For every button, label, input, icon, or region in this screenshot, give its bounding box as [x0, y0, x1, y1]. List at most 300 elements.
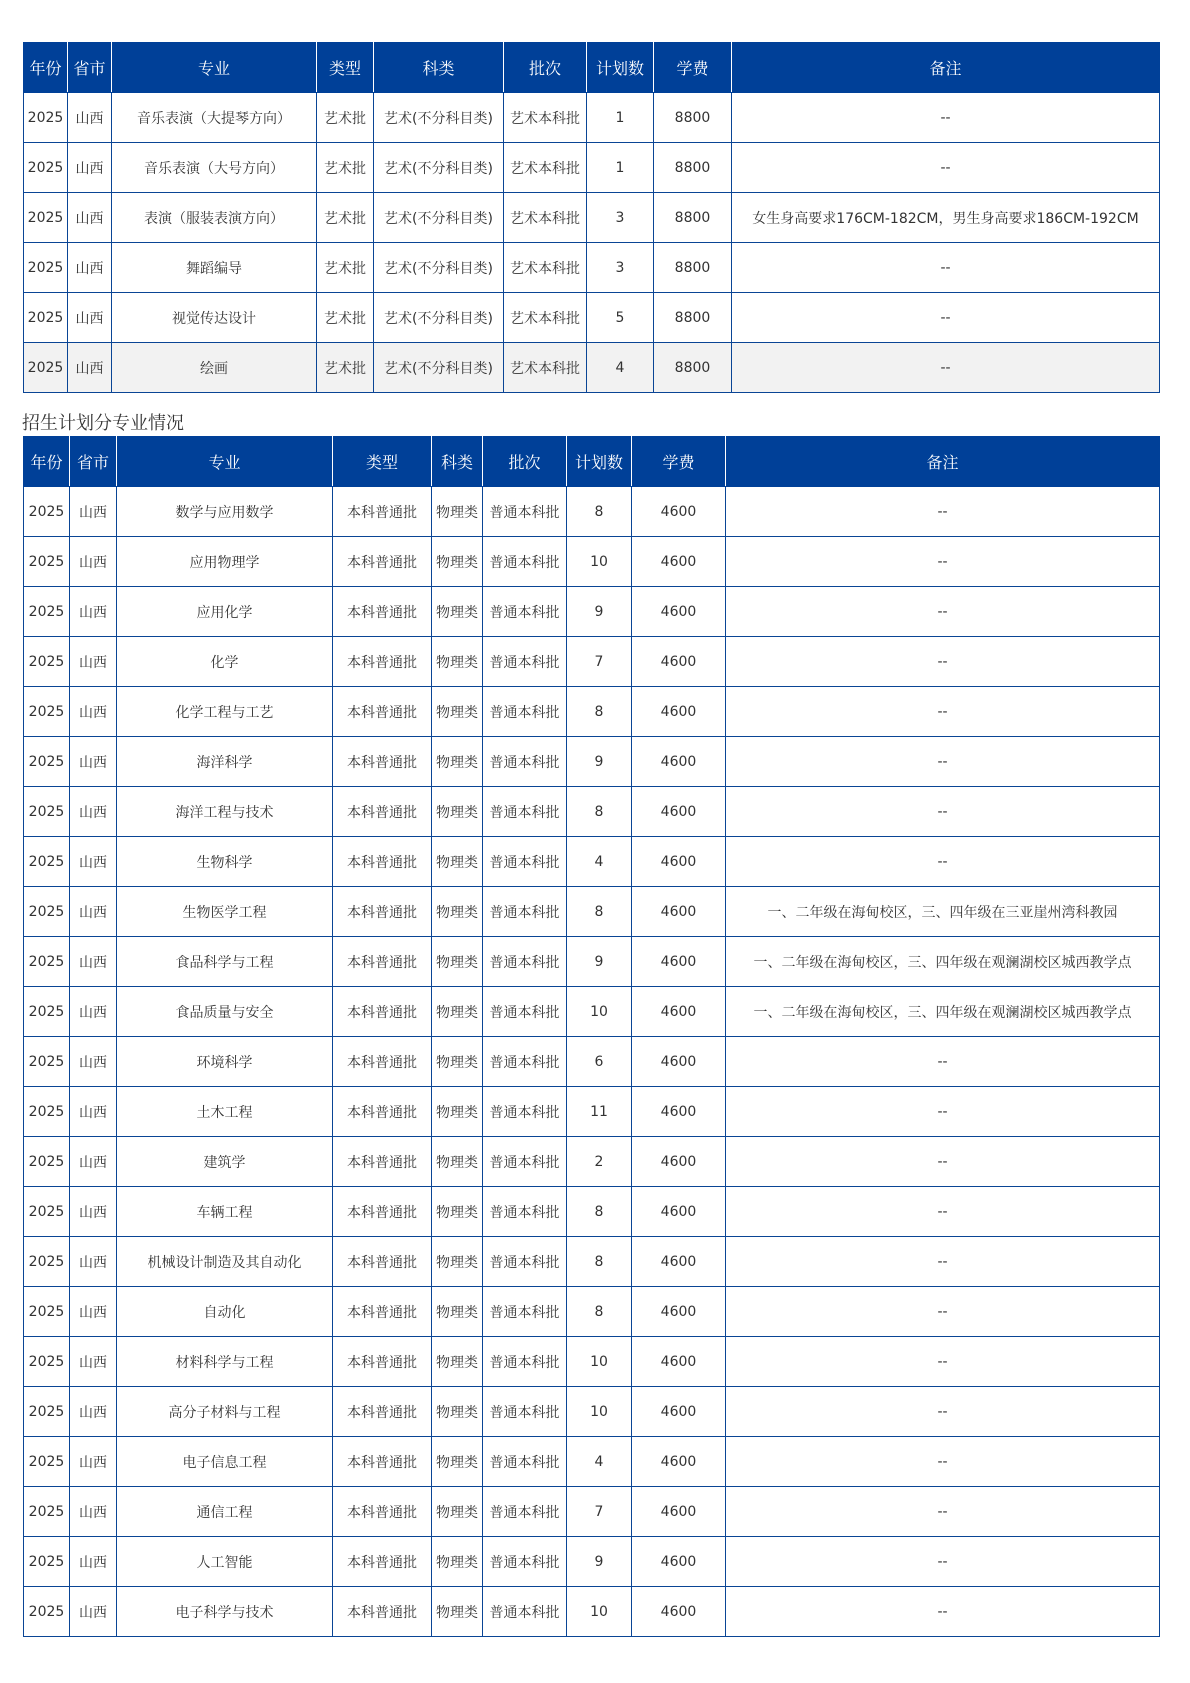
year-cell: 2025: [24, 1537, 70, 1587]
province-cell: 山西: [70, 1587, 117, 1637]
province-cell: 山西: [68, 293, 112, 343]
subject-cell: 艺术(不分科目类): [374, 343, 504, 393]
year-cell: 2025: [24, 487, 70, 537]
province-cell: 山西: [70, 1387, 117, 1437]
major-cell: 车辆工程: [117, 1187, 333, 1237]
batch-cell: 普通本科批: [483, 837, 567, 887]
batch-cell: 普通本科批: [483, 587, 567, 637]
year-cell: 2025: [24, 887, 70, 937]
batch-cell: 艺术本科批: [504, 343, 587, 393]
table-header-row: [24, 43, 1160, 93]
province-cell: 山西: [70, 837, 117, 887]
plan-count-cell: 2: [567, 1137, 632, 1187]
remarks-cell: --: [726, 737, 1160, 787]
subject-cell: 物理类: [432, 1287, 483, 1337]
major-cell: 化学工程与工艺: [117, 687, 333, 737]
tuition-cell: 4600: [632, 1537, 726, 1587]
year-cell: 2025: [24, 687, 70, 737]
type-cell: 本科普通批: [333, 637, 432, 687]
subject-cell: 艺术(不分科目类): [374, 143, 504, 193]
province-cell: 山西: [70, 1087, 117, 1137]
year-cell: 2025: [24, 1287, 70, 1337]
header-remarks: 备注: [732, 43, 1160, 93]
year-cell: 2025: [24, 787, 70, 837]
type-cell: 本科普通批: [333, 1237, 432, 1287]
tuition-cell: 4600: [632, 487, 726, 537]
remarks-cell: --: [726, 1237, 1160, 1287]
type-cell: 本科普通批: [333, 1337, 432, 1387]
remarks-cell: 女生身高要求176CM-182CM，男生身高要求186CM-192CM: [732, 193, 1160, 243]
remarks-cell: --: [732, 93, 1160, 143]
year-cell: 2025: [24, 143, 68, 193]
year-cell: 2025: [24, 1587, 70, 1637]
type-cell: 本科普通批: [333, 737, 432, 787]
type-cell: 本科普通批: [333, 1487, 432, 1537]
remarks-cell: --: [726, 1087, 1160, 1137]
tuition-cell: 4600: [632, 1187, 726, 1237]
type-cell: 艺术批: [317, 143, 374, 193]
subject-cell: 物理类: [432, 1537, 483, 1587]
plan-count-cell: 8: [567, 487, 632, 537]
batch-cell: 普通本科批: [483, 737, 567, 787]
tuition-cell: 4600: [632, 887, 726, 937]
major-cell: 舞蹈编导: [112, 243, 317, 293]
batch-cell: 艺术本科批: [504, 143, 587, 193]
plan-count-cell: 8: [567, 1187, 632, 1237]
type-cell: 本科普通批: [333, 1287, 432, 1337]
subject-cell: 物理类: [432, 687, 483, 737]
header-province: 省市: [68, 43, 112, 93]
remarks-cell: --: [732, 243, 1160, 293]
type-cell: 本科普通批: [333, 837, 432, 887]
province-cell: 山西: [70, 1287, 117, 1337]
subject-cell: 物理类: [432, 487, 483, 537]
plan-count-cell: 7: [567, 1487, 632, 1537]
tuition-cell: 4600: [632, 1287, 726, 1337]
table-row: [24, 243, 1160, 293]
type-cell: 本科普通批: [333, 1037, 432, 1087]
remarks-cell: --: [732, 143, 1160, 193]
tuition-cell: 4600: [632, 787, 726, 837]
tuition-cell: 4600: [632, 937, 726, 987]
header-major: 专业: [117, 437, 333, 487]
year-cell: 2025: [24, 1037, 70, 1087]
major-cell: 化学: [117, 637, 333, 687]
tuition-cell: 4600: [632, 1087, 726, 1137]
remarks-cell: --: [726, 1487, 1160, 1537]
year-cell: 2025: [24, 937, 70, 987]
section-title: 招生计划分专业情况: [22, 413, 184, 434]
type-cell: 本科普通批: [333, 1537, 432, 1587]
major-cell: 环境科学: [117, 1037, 333, 1087]
batch-cell: 普通本科批: [483, 1387, 567, 1437]
plan-count-cell: 8: [567, 887, 632, 937]
year-cell: 2025: [24, 837, 70, 887]
major-cell: 表演（服装表演方向）: [112, 193, 317, 243]
plan-count-cell: 8: [567, 687, 632, 737]
year-cell: 2025: [24, 1437, 70, 1487]
plan-count-cell: 9: [567, 937, 632, 987]
plan-count-cell: 11: [567, 1087, 632, 1137]
batch-cell: 普通本科批: [483, 887, 567, 937]
province-cell: 山西: [70, 1237, 117, 1287]
subject-cell: 物理类: [432, 537, 483, 587]
batch-cell: 普通本科批: [483, 1537, 567, 1587]
table-row: [24, 1037, 1160, 1087]
type-cell: 艺术批: [317, 193, 374, 243]
remarks-cell: --: [726, 1437, 1160, 1487]
province-cell: 山西: [70, 737, 117, 787]
remarks-cell: --: [726, 687, 1160, 737]
major-cell: 视觉传达设计: [112, 293, 317, 343]
plan-count-cell: 8: [567, 1287, 632, 1337]
header-plan-count: 计划数: [587, 43, 654, 93]
type-cell: 本科普通批: [333, 887, 432, 937]
subject-cell: 物理类: [432, 837, 483, 887]
major-cell: 音乐表演（大提琴方向）: [112, 93, 317, 143]
plan-count-cell: 4: [567, 837, 632, 887]
tuition-cell: 4600: [632, 987, 726, 1037]
type-cell: 本科普通批: [333, 587, 432, 637]
table-row: [24, 1437, 1160, 1487]
plan-count-cell: 4: [587, 343, 654, 393]
table-row: [24, 1287, 1160, 1337]
batch-cell: 普通本科批: [483, 987, 567, 1037]
type-cell: 艺术批: [317, 243, 374, 293]
major-cell: 应用物理学: [117, 537, 333, 587]
art-enrollment-table: [23, 42, 1160, 393]
subject-cell: 物理类: [432, 737, 483, 787]
header-remarks: 备注: [726, 437, 1160, 487]
year-cell: 2025: [24, 293, 68, 343]
batch-cell: 普通本科批: [483, 937, 567, 987]
batch-cell: 普通本科批: [483, 537, 567, 587]
plan-count-cell: 10: [567, 1587, 632, 1637]
table-row: [24, 193, 1160, 243]
type-cell: 本科普通批: [333, 787, 432, 837]
table-row: [24, 1137, 1160, 1187]
header-plan-count: 计划数: [567, 437, 632, 487]
batch-cell: 普通本科批: [483, 1287, 567, 1337]
remarks-cell: --: [732, 293, 1160, 343]
batch-cell: 普通本科批: [483, 1437, 567, 1487]
major-cell: 材料科学与工程: [117, 1337, 333, 1387]
subject-cell: 物理类: [432, 1587, 483, 1637]
subject-cell: 艺术(不分科目类): [374, 93, 504, 143]
subject-cell: 物理类: [432, 937, 483, 987]
type-cell: 本科普通批: [333, 487, 432, 537]
tuition-cell: 4600: [632, 637, 726, 687]
major-cell: 音乐表演（大号方向）: [112, 143, 317, 193]
header-tuition: 学费: [632, 437, 726, 487]
tuition-cell: 4600: [632, 1137, 726, 1187]
table-row: [24, 343, 1160, 393]
tuition-cell: 4600: [632, 1437, 726, 1487]
major-cell: 数学与应用数学: [117, 487, 333, 537]
table-row: [24, 1237, 1160, 1287]
province-cell: 山西: [70, 537, 117, 587]
remarks-cell: --: [726, 487, 1160, 537]
remarks-cell: --: [726, 1037, 1160, 1087]
province-cell: 山西: [70, 1487, 117, 1537]
remarks-cell: --: [726, 1587, 1160, 1637]
major-cell: 高分子材料与工程: [117, 1387, 333, 1437]
subject-cell: 物理类: [432, 1237, 483, 1287]
table-row: [24, 143, 1160, 193]
tuition-cell: 4600: [632, 1587, 726, 1637]
tuition-cell: 8800: [654, 293, 732, 343]
batch-cell: 艺术本科批: [504, 293, 587, 343]
year-cell: 2025: [24, 1187, 70, 1237]
subject-cell: 物理类: [432, 1387, 483, 1437]
tuition-cell: 4600: [632, 587, 726, 637]
header-tuition: 学费: [654, 43, 732, 93]
major-cell: 通信工程: [117, 1487, 333, 1537]
subject-cell: 物理类: [432, 1187, 483, 1237]
year-cell: 2025: [24, 343, 68, 393]
remarks-cell: --: [726, 787, 1160, 837]
year-cell: 2025: [24, 587, 70, 637]
remarks-cell: --: [726, 1537, 1160, 1587]
table-row: [24, 93, 1160, 143]
province-cell: 山西: [70, 1137, 117, 1187]
year-cell: 2025: [24, 737, 70, 787]
batch-cell: 普通本科批: [483, 637, 567, 687]
major-enrollment-table: [23, 436, 1160, 1637]
province-cell: 山西: [68, 93, 112, 143]
type-cell: 本科普通批: [333, 1437, 432, 1487]
table-row: [24, 687, 1160, 737]
header-subject: 科类: [374, 43, 504, 93]
tuition-cell: 8800: [654, 243, 732, 293]
major-cell: 绘画: [112, 343, 317, 393]
year-cell: 2025: [24, 1087, 70, 1137]
remarks-cell: 一、二年级在海甸校区，三、四年级在观澜湖校区城西教学点: [726, 937, 1160, 987]
plan-count-cell: 9: [567, 1537, 632, 1587]
tuition-cell: 8800: [654, 143, 732, 193]
subject-cell: 物理类: [432, 987, 483, 1037]
table-row: [24, 1387, 1160, 1437]
province-cell: 山西: [70, 987, 117, 1037]
type-cell: 艺术批: [317, 343, 374, 393]
batch-cell: 普通本科批: [483, 1037, 567, 1087]
year-cell: 2025: [24, 637, 70, 687]
tuition-cell: 4600: [632, 1037, 726, 1087]
table-header-row: [24, 437, 1160, 487]
remarks-cell: 一、二年级在海甸校区，三、四年级在观澜湖校区城西教学点: [726, 987, 1160, 1037]
tuition-cell: 4600: [632, 1237, 726, 1287]
header-major: 专业: [112, 43, 317, 93]
subject-cell: 艺术(不分科目类): [374, 243, 504, 293]
header-type: 类型: [317, 43, 374, 93]
header-type: 类型: [333, 437, 432, 487]
subject-cell: 物理类: [432, 1487, 483, 1537]
plan-count-cell: 1: [587, 143, 654, 193]
province-cell: 山西: [70, 637, 117, 687]
remarks-cell: --: [726, 587, 1160, 637]
province-cell: 山西: [70, 687, 117, 737]
major-cell: 海洋工程与技术: [117, 787, 333, 837]
remarks-cell: --: [726, 837, 1160, 887]
subject-cell: 物理类: [432, 587, 483, 637]
province-cell: 山西: [70, 1187, 117, 1237]
year-cell: 2025: [24, 1337, 70, 1387]
province-cell: 山西: [70, 487, 117, 537]
major-cell: 建筑学: [117, 1137, 333, 1187]
tuition-cell: 4600: [632, 687, 726, 737]
type-cell: 本科普通批: [333, 1387, 432, 1437]
plan-count-cell: 10: [567, 987, 632, 1037]
type-cell: 本科普通批: [333, 987, 432, 1037]
batch-cell: 普通本科批: [483, 1587, 567, 1637]
province-cell: 山西: [70, 1437, 117, 1487]
header-batch: 批次: [504, 43, 587, 93]
table-row: [24, 1537, 1160, 1587]
table-body: [24, 487, 1160, 1637]
plan-count-cell: 10: [567, 1337, 632, 1387]
province-cell: 山西: [70, 1037, 117, 1087]
province-cell: 山西: [70, 887, 117, 937]
subject-cell: 物理类: [432, 1087, 483, 1137]
table-row: [24, 587, 1160, 637]
type-cell: 艺术批: [317, 93, 374, 143]
year-cell: 2025: [24, 537, 70, 587]
remarks-cell: --: [726, 1387, 1160, 1437]
batch-cell: 普通本科批: [483, 1137, 567, 1187]
province-cell: 山西: [70, 1537, 117, 1587]
year-cell: 2025: [24, 243, 68, 293]
subject-cell: 物理类: [432, 887, 483, 937]
subject-cell: 艺术(不分科目类): [374, 193, 504, 243]
table-row: [24, 887, 1160, 937]
header-batch: 批次: [483, 437, 567, 487]
batch-cell: 普通本科批: [483, 687, 567, 737]
subject-cell: 物理类: [432, 1037, 483, 1087]
tuition-cell: 4600: [632, 1387, 726, 1437]
subject-cell: 艺术(不分科目类): [374, 293, 504, 343]
major-cell: 应用化学: [117, 587, 333, 637]
plan-count-cell: 4: [567, 1437, 632, 1487]
year-cell: 2025: [24, 1387, 70, 1437]
table-row: [24, 737, 1160, 787]
batch-cell: 普通本科批: [483, 1487, 567, 1537]
major-cell: 电子信息工程: [117, 1437, 333, 1487]
table-row: [24, 293, 1160, 343]
remarks-cell: --: [726, 637, 1160, 687]
year-cell: 2025: [24, 1137, 70, 1187]
major-cell: 人工智能: [117, 1537, 333, 1587]
header-province: 省市: [70, 437, 117, 487]
type-cell: 本科普通批: [333, 1087, 432, 1137]
tuition-cell: 4600: [632, 537, 726, 587]
plan-count-cell: 6: [567, 1037, 632, 1087]
major-cell: 土木工程: [117, 1087, 333, 1137]
table-row: [24, 1187, 1160, 1237]
table-row: [24, 987, 1160, 1037]
header-year: 年份: [24, 43, 68, 93]
tuition-cell: 4600: [632, 837, 726, 887]
tuition-cell: 8800: [654, 343, 732, 393]
plan-count-cell: 8: [567, 1237, 632, 1287]
subject-cell: 物理类: [432, 1137, 483, 1187]
remarks-cell: --: [726, 1337, 1160, 1387]
province-cell: 山西: [68, 193, 112, 243]
tuition-cell: 8800: [654, 93, 732, 143]
year-cell: 2025: [24, 987, 70, 1037]
remarks-cell: --: [726, 1287, 1160, 1337]
batch-cell: 艺术本科批: [504, 243, 587, 293]
table-body: [24, 93, 1160, 393]
year-cell: 2025: [24, 193, 68, 243]
type-cell: 本科普通批: [333, 687, 432, 737]
province-cell: 山西: [68, 143, 112, 193]
plan-count-cell: 9: [567, 587, 632, 637]
tuition-cell: 4600: [632, 1487, 726, 1537]
subject-cell: 物理类: [432, 1437, 483, 1487]
plan-count-cell: 9: [567, 737, 632, 787]
type-cell: 艺术批: [317, 293, 374, 343]
type-cell: 本科普通批: [333, 537, 432, 587]
batch-cell: 普通本科批: [483, 1237, 567, 1287]
batch-cell: 普通本科批: [483, 1087, 567, 1137]
tuition-cell: 8800: [654, 193, 732, 243]
subject-cell: 物理类: [432, 1337, 483, 1387]
major-cell: 机械设计制造及其自动化: [117, 1237, 333, 1287]
province-cell: 山西: [68, 343, 112, 393]
remarks-cell: --: [726, 1137, 1160, 1187]
plan-count-cell: 10: [567, 537, 632, 587]
table-row: [24, 1337, 1160, 1387]
remarks-cell: --: [726, 537, 1160, 587]
plan-count-cell: 3: [587, 193, 654, 243]
batch-cell: 普通本科批: [483, 487, 567, 537]
type-cell: 本科普通批: [333, 1187, 432, 1237]
year-cell: 2025: [24, 93, 68, 143]
province-cell: 山西: [70, 587, 117, 637]
table-row: [24, 1587, 1160, 1637]
table-row: [24, 1087, 1160, 1137]
major-cell: 电子科学与技术: [117, 1587, 333, 1637]
table-row: [24, 537, 1160, 587]
major-cell: 海洋科学: [117, 737, 333, 787]
remarks-cell: --: [732, 343, 1160, 393]
province-cell: 山西: [70, 937, 117, 987]
subject-cell: 物理类: [432, 787, 483, 837]
batch-cell: 艺术本科批: [504, 93, 587, 143]
remarks-cell: 一、二年级在海甸校区，三、四年级在三亚崖州湾科教园: [726, 887, 1160, 937]
header-subject: 科类: [432, 437, 483, 487]
plan-count-cell: 5: [587, 293, 654, 343]
table-row: [24, 1487, 1160, 1537]
table-row: [24, 837, 1160, 887]
plan-count-cell: 8: [567, 787, 632, 837]
type-cell: 本科普通批: [333, 1137, 432, 1187]
plan-count-cell: 7: [567, 637, 632, 687]
plan-count-cell: 1: [587, 93, 654, 143]
table-row: [24, 637, 1160, 687]
batch-cell: 普通本科批: [483, 1337, 567, 1387]
province-cell: 山西: [70, 787, 117, 837]
major-cell: 生物医学工程: [117, 887, 333, 937]
province-cell: 山西: [70, 1337, 117, 1387]
table-row: [24, 937, 1160, 987]
subject-cell: 物理类: [432, 637, 483, 687]
type-cell: 本科普通批: [333, 937, 432, 987]
type-cell: 本科普通批: [333, 1587, 432, 1637]
year-cell: 2025: [24, 1237, 70, 1287]
plan-count-cell: 3: [587, 243, 654, 293]
table-row: [24, 787, 1160, 837]
